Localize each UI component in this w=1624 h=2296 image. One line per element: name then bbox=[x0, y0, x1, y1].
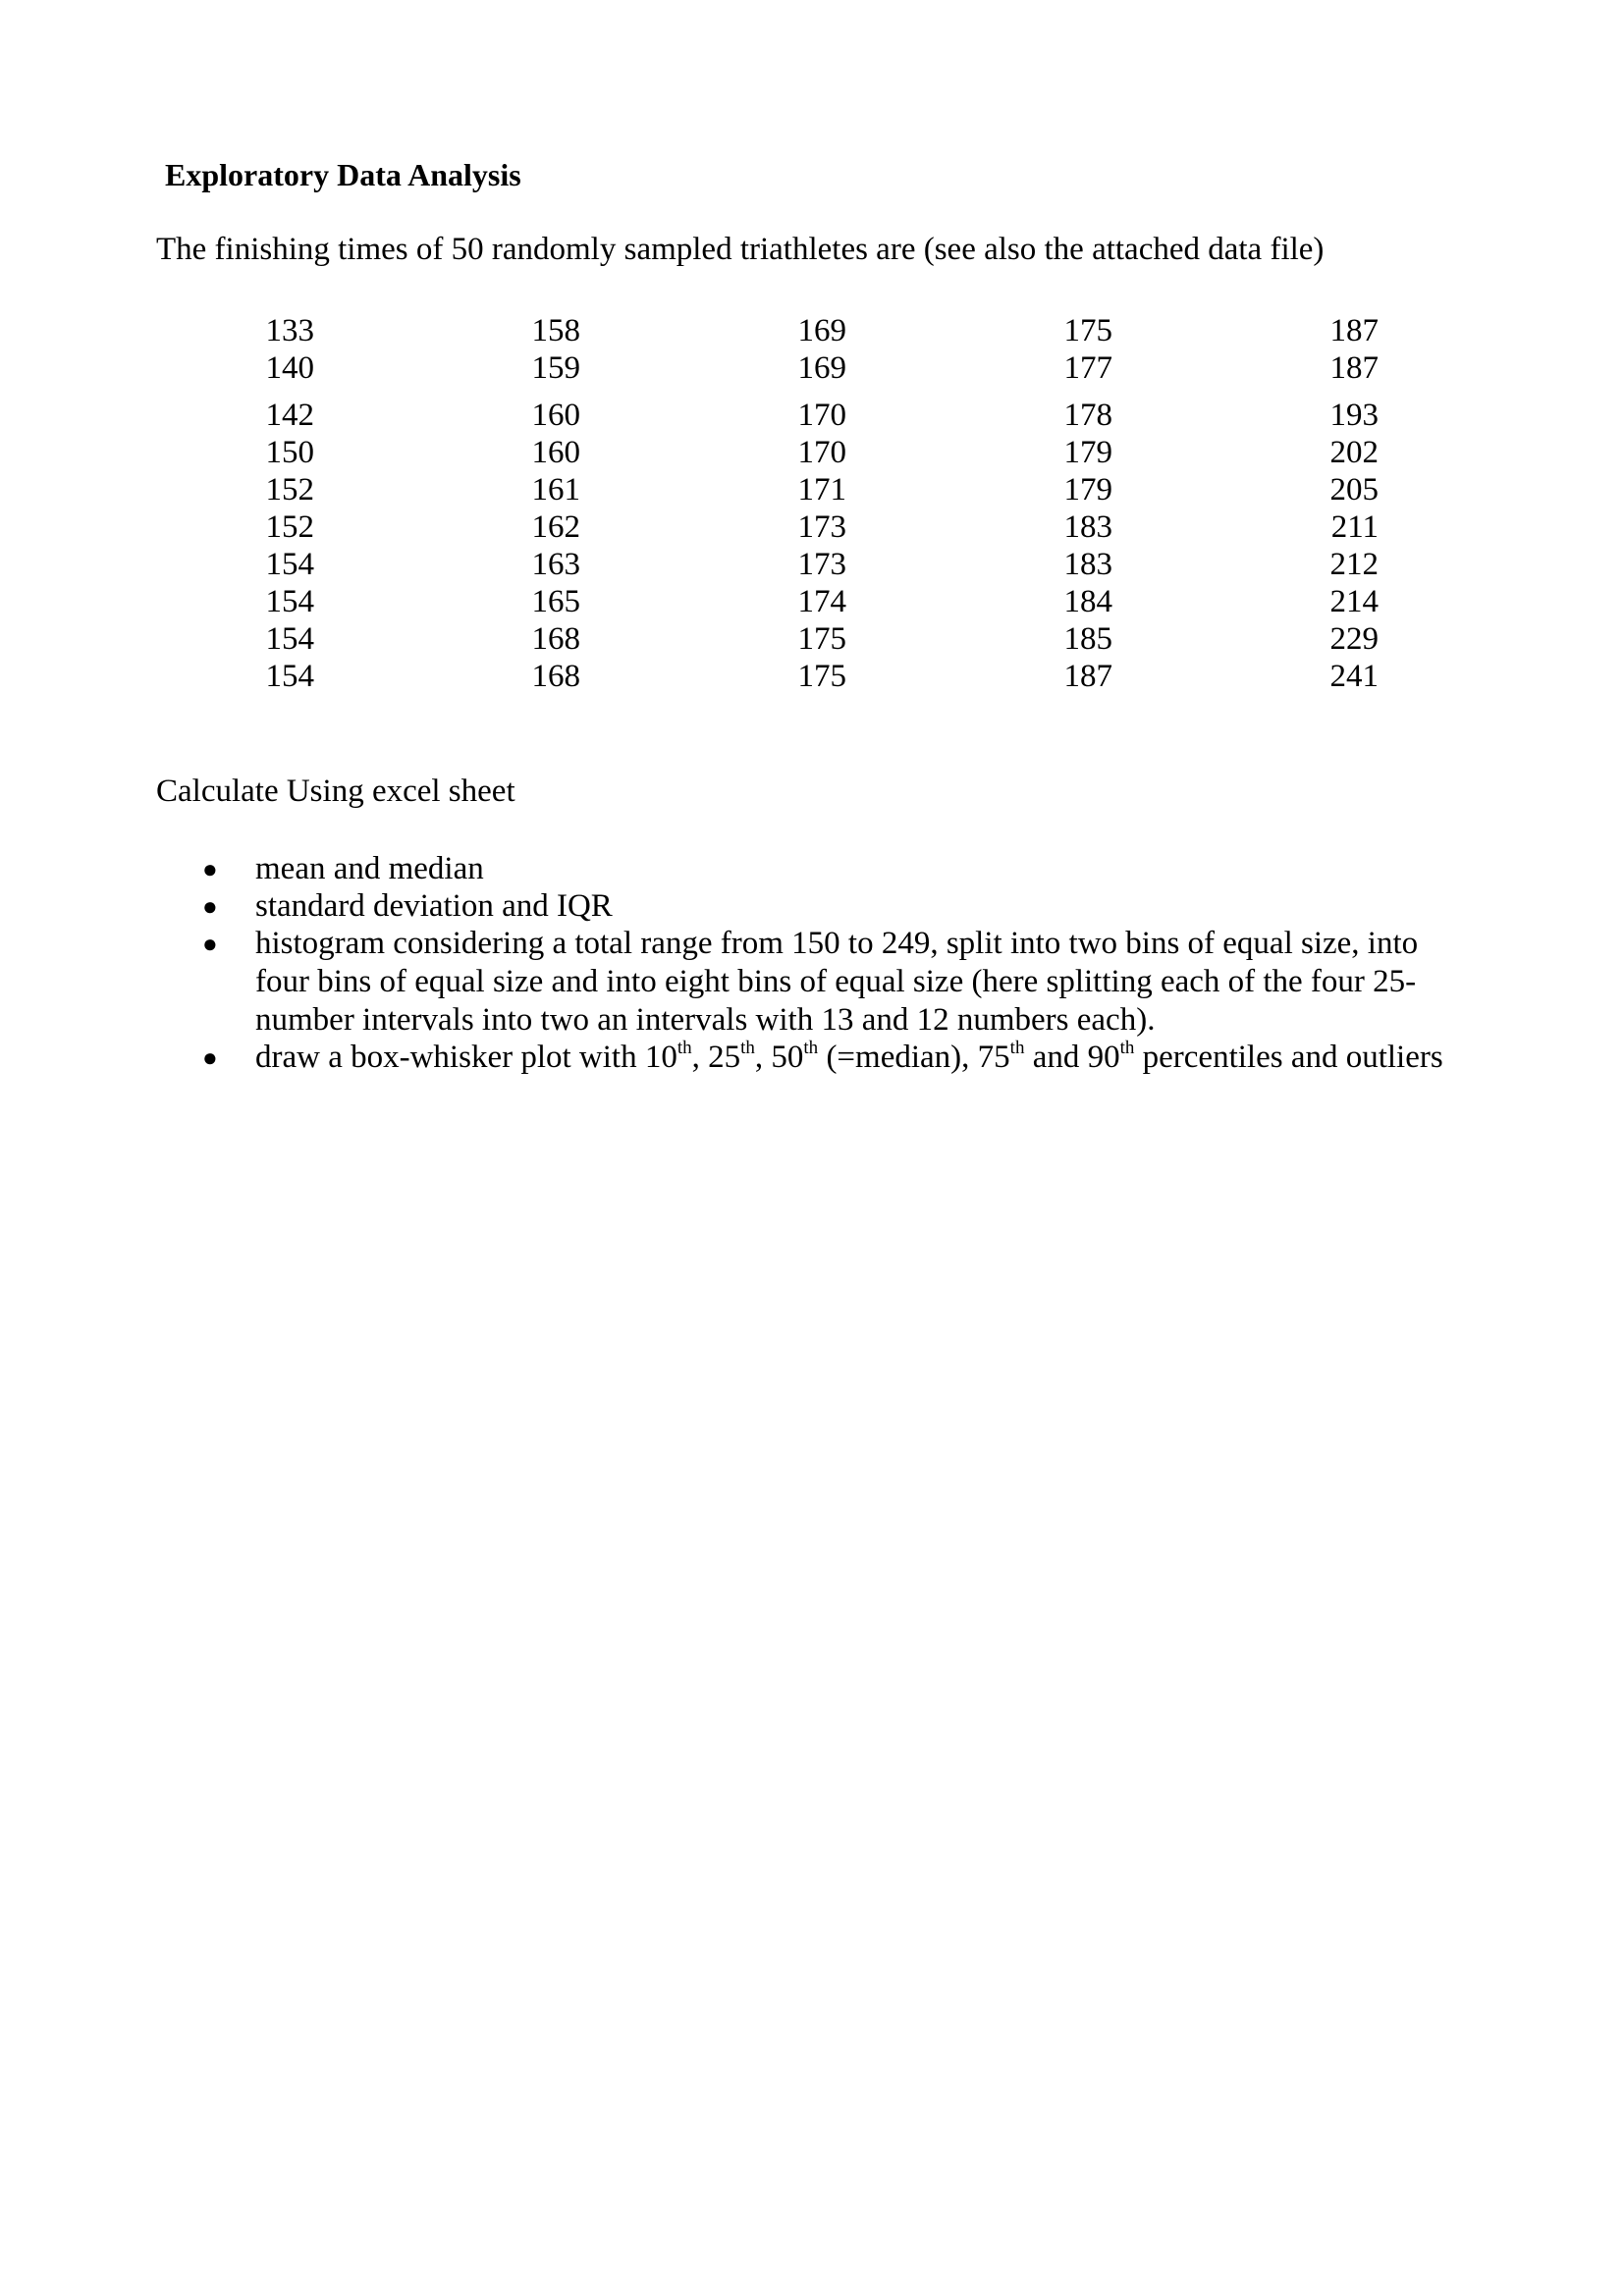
bullet-icon: ● bbox=[202, 892, 218, 921]
data-cell: 133 bbox=[265, 313, 314, 348]
task-text: percentiles and outliers bbox=[1134, 1040, 1443, 1075]
data-cell: 202 bbox=[1329, 435, 1379, 470]
data-cell: 183 bbox=[1063, 509, 1112, 545]
data-cell: 183 bbox=[1063, 547, 1112, 582]
task-text: draw a box-whisker plot with 10 bbox=[255, 1040, 677, 1075]
ordinal-suffix: th bbox=[677, 1038, 692, 1058]
ordinal-suffix: th bbox=[1119, 1038, 1135, 1058]
data-cell: 173 bbox=[797, 547, 846, 582]
data-cell: 193 bbox=[1329, 398, 1379, 433]
task-text: (=median), 75 bbox=[818, 1040, 1010, 1075]
data-cell: 175 bbox=[1063, 313, 1112, 348]
ordinal-suffix: th bbox=[740, 1038, 755, 1058]
task-text: , 25 bbox=[691, 1040, 741, 1075]
data-cell: 185 bbox=[1063, 621, 1112, 657]
task-item-mean-median: mean and median bbox=[255, 851, 484, 886]
task-item-box-whisker bbox=[255, 1039, 1443, 1076]
data-cell: 162 bbox=[531, 509, 580, 545]
data-cell: 170 bbox=[797, 398, 846, 433]
data-cell: 211 bbox=[1330, 509, 1379, 545]
data-cell: 169 bbox=[797, 313, 846, 348]
data-cell: 160 bbox=[531, 398, 580, 433]
task-item-histogram-line-3: number intervals into two an intervals with 13 and 12 numbers each). bbox=[255, 1002, 1156, 1038]
data-cell: 187 bbox=[1063, 659, 1112, 694]
data-cell: 140 bbox=[265, 350, 314, 386]
instruction-heading: Calculate Using excel sheet bbox=[156, 774, 515, 809]
task-text: and 90 bbox=[1024, 1040, 1120, 1075]
data-table bbox=[0, 0, 1624, 707]
task-text: , 50 bbox=[754, 1040, 804, 1075]
data-cell: 152 bbox=[265, 472, 314, 507]
bullet-icon: ● bbox=[202, 930, 218, 958]
data-cell: 161 bbox=[531, 472, 580, 507]
data-cell: 187 bbox=[1329, 350, 1379, 386]
data-cell: 165 bbox=[531, 584, 580, 619]
ordinal-suffix: th bbox=[1009, 1038, 1025, 1058]
bullet-icon: ● bbox=[202, 855, 218, 883]
data-cell: 214 bbox=[1329, 584, 1379, 619]
data-cell: 178 bbox=[1063, 398, 1112, 433]
data-cell: 170 bbox=[797, 435, 846, 470]
task-item-histogram-line-2: four bins of equal size and into eight bins of equal size (here splitting each of the four 25- bbox=[255, 964, 1417, 999]
data-cell: 168 bbox=[531, 659, 580, 694]
data-cell: 177 bbox=[1063, 350, 1112, 386]
data-cell: 175 bbox=[797, 621, 846, 657]
data-cell: 169 bbox=[797, 350, 846, 386]
task-item-histogram-line-1: histogram considering a total range from 150 to 249, split into two bins of equal size, into bbox=[255, 926, 1419, 961]
data-cell: 142 bbox=[265, 398, 314, 433]
data-cell: 154 bbox=[265, 584, 314, 619]
data-cell: 158 bbox=[531, 313, 580, 348]
task-item-stdev-iqr: standard deviation and IQR bbox=[255, 888, 613, 924]
data-cell: 154 bbox=[265, 621, 314, 657]
data-cell: 187 bbox=[1329, 313, 1379, 348]
data-cell: 184 bbox=[1063, 584, 1112, 619]
data-cell: 205 bbox=[1329, 472, 1379, 507]
data-cell: 168 bbox=[531, 621, 580, 657]
data-cell: 229 bbox=[1329, 621, 1379, 657]
ordinal-suffix: th bbox=[803, 1038, 819, 1058]
data-cell: 159 bbox=[531, 350, 580, 386]
bullet-icon: ● bbox=[202, 1043, 218, 1072]
data-cell: 212 bbox=[1329, 547, 1379, 582]
data-cell: 179 bbox=[1063, 435, 1112, 470]
data-cell: 154 bbox=[265, 659, 314, 694]
data-cell: 173 bbox=[797, 509, 846, 545]
data-cell: 160 bbox=[531, 435, 580, 470]
data-cell: 163 bbox=[531, 547, 580, 582]
data-cell: 154 bbox=[265, 547, 314, 582]
intro-paragraph: The finishing times of 50 randomly sampled triathletes are (see also the attached data file) bbox=[156, 232, 1325, 267]
data-cell: 174 bbox=[797, 584, 846, 619]
data-cell: 152 bbox=[265, 509, 314, 545]
data-cell: 179 bbox=[1063, 472, 1112, 507]
data-cell: 150 bbox=[265, 435, 314, 470]
data-cell: 175 bbox=[797, 659, 846, 694]
document-title: Exploratory Data Analysis bbox=[165, 157, 521, 192]
data-cell: 171 bbox=[797, 472, 846, 507]
data-cell: 241 bbox=[1329, 659, 1379, 694]
